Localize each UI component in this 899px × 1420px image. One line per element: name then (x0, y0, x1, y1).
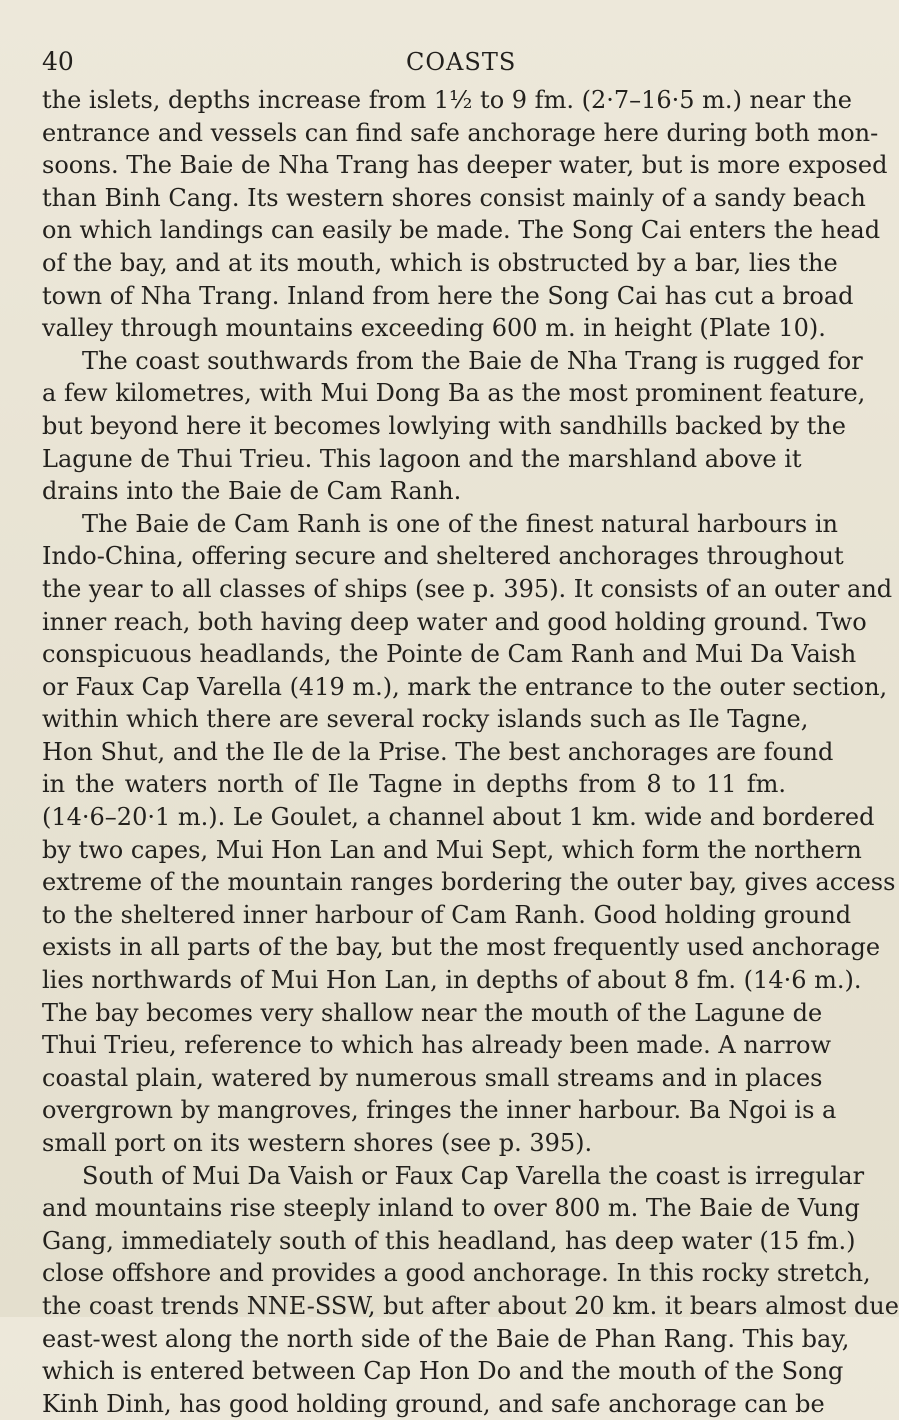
text-line: inner reach, both having deep water and good holding ground. Two (42, 607, 867, 636)
text-line: east-west along the north side of the Baie de Phan Rang. This bay, (42, 1324, 850, 1353)
text-line: a few kilometres, with Mui Dong Ba as the most prominent feature, (42, 379, 866, 408)
text-line: valley through mountains exceeding 600 m. in height (Plate 10). (42, 314, 826, 343)
text-line: (14·6–20·1 m.). Le Goulet, a channel about 1 km. wide and bordered (42, 803, 875, 832)
text-line: soons. The Baie de Nha Trang has deeper water, but is more exposed (42, 151, 888, 180)
page-number: 40 (42, 47, 74, 76)
text-line: The coast southwards from the Baie de Nha Trang is rugged for (82, 346, 863, 375)
text-line: conspicuous headlands, the Pointe de Cam Ranh and Mui Da Vaish (42, 640, 857, 669)
text-line: Indo-China, offering secure and sheltered anchorages throughout (42, 542, 844, 571)
text-line: close offshore and provides a good anchorage. In this rocky stretch, (42, 1259, 871, 1288)
running-head (42, 46, 782, 78)
text-line: and mountains rise steeply inland to over 800 m. The Baie de Vung (42, 1194, 860, 1223)
text-line: Thui Trieu, reference to which has already been made. A narrow (42, 1031, 832, 1060)
text-line: town of Nha Trang. Inland from here the Song Cai has cut a broad (42, 281, 854, 310)
text-line: the year to all classes of ships (see p. 395). It consists of an outer and (42, 574, 893, 603)
text-line: South of Mui Da Vaish or Faux Cap Varella the coast is irregular (82, 1161, 865, 1190)
text-line: The Baie de Cam Ranh is one of the finest natural harbours in (82, 509, 838, 538)
text-line: of the bay, and at its mouth, which is obstructed by a bar, lies the (42, 248, 838, 277)
text-line: by two capes, Mui Hon Lan and Mui Sept, which form the northern (42, 835, 862, 864)
text-line: or Faux Cap Varella (419 m.), mark the entrance to the outer section, (42, 672, 888, 701)
text-line: Lagune de Thui Trieu. This lagoon and the marshland above it (42, 444, 802, 473)
text-line: within which there are several rocky islands such as Ile Tagne, (42, 705, 809, 734)
text-line: in the waters north of Ile Tagne in depths from 8 to 11 fm. (42, 770, 786, 799)
text-line: Kinh Dinh, has good holding ground, and safe anchorage can be (42, 1389, 825, 1418)
body-text (42, 84, 899, 1420)
paragraph (42, 84, 888, 345)
text-line: entrance and vessels can find safe anchorage here during both mon- (42, 118, 879, 147)
paragraph (42, 345, 866, 508)
text-line: small port on its western shores (see p. 395). (42, 1129, 593, 1157)
text-line: lies northwards of Mui Hon Lan, in depths of about 8 fm. (14·6 m.). (42, 966, 862, 995)
text-line: exists in all parts of the bay, but the most frequently used anchorage (42, 933, 881, 962)
text-line: the coast trends NNE-SSW, but after about 20 km. it bears almost due (42, 1291, 899, 1320)
text-line: to the sheltered inner harbour of Cam Ranh. Good holding ground (42, 900, 852, 929)
paragraph (42, 508, 896, 1160)
text-line: Hon Shut, and the Ile de la Prise. The best anchorages are found (42, 737, 834, 766)
text-line: than Binh Cang. Its western shores consist mainly of a sandy beach (42, 183, 866, 212)
text-line: overgrown by mangroves, fringes the inner harbour. Ba Ngoi is a (42, 1096, 837, 1125)
paragraph (42, 1160, 899, 1420)
text-line: The bay becomes very shallow near the mouth of the Lagune de (42, 998, 823, 1027)
text-line: the islets, depths increase from 1½ to 9 fm. (2·7–16·5 m.) near the (42, 86, 852, 114)
text-line: but beyond here it becomes lowlying with sandhills backed by the (42, 411, 846, 440)
running-title: COASTS (406, 48, 517, 76)
text-line: Gang, immediately south of this headland, has deep water (15 fm.) (42, 1226, 856, 1255)
text-line: on which landings can easily be made. The Song Cai enters the head (42, 216, 881, 245)
text-line: extreme of the mountain ranges bordering the outer bay, gives access (42, 868, 896, 897)
text-line: coastal plain, watered by numerous small streams and in places (42, 1063, 823, 1092)
text-line: which is entered between Cap Hon Do and the mouth of the Song (42, 1357, 844, 1386)
text-line: drains into the Baie de Cam Ranh. (42, 477, 462, 506)
